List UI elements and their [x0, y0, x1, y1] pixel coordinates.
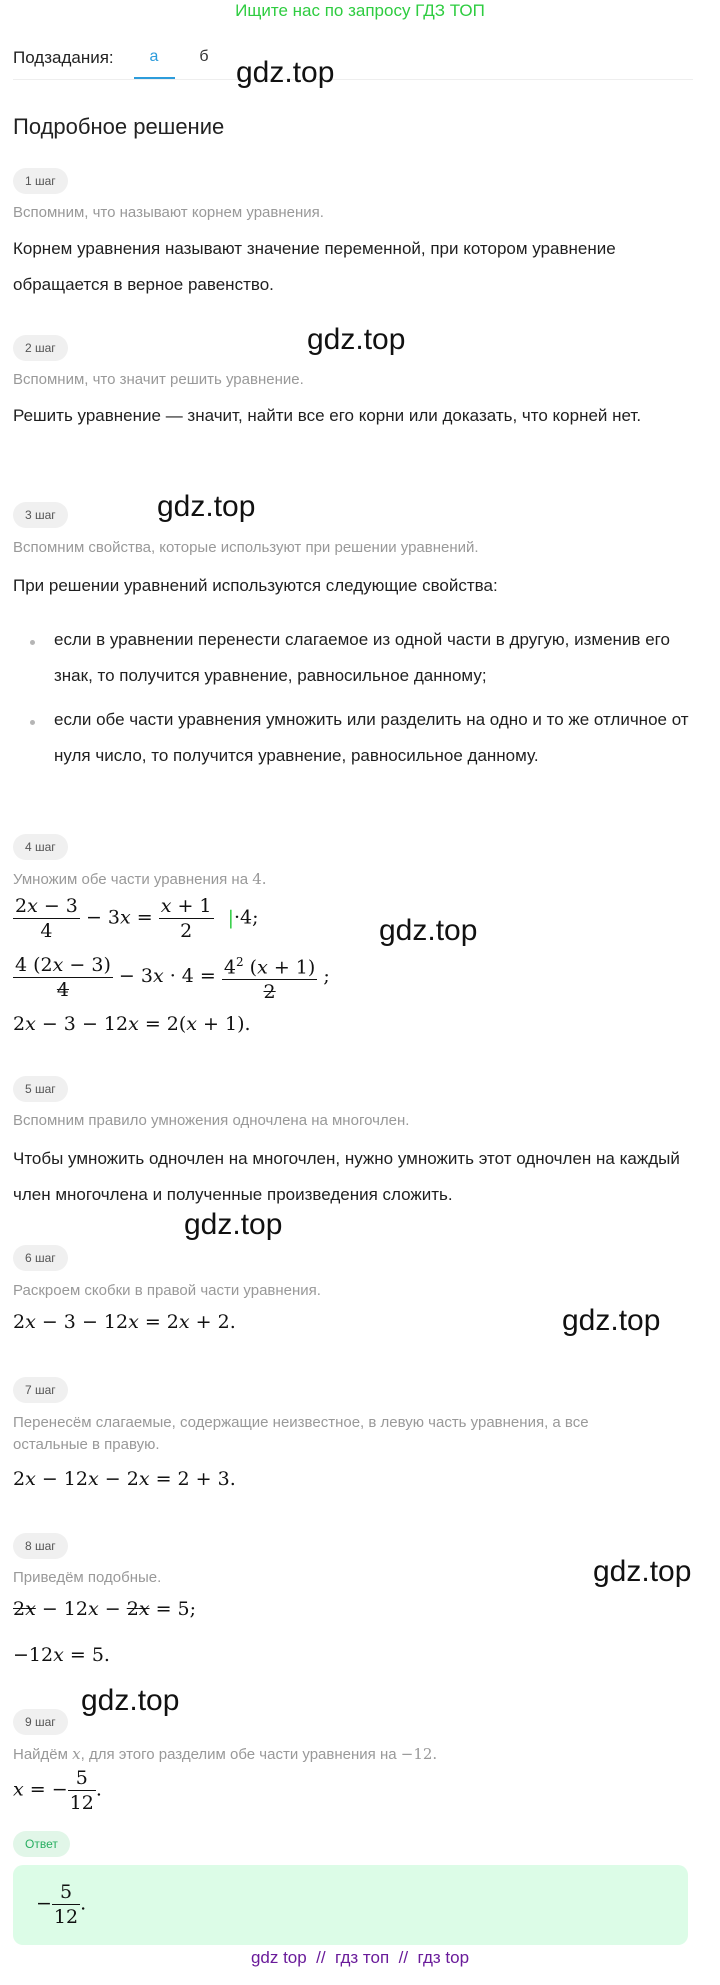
step-hint-number: 4. [252, 870, 267, 888]
step-badge: 9 шаг [13, 1709, 68, 1735]
step-hint-variable: x [72, 1745, 81, 1763]
section-title: Подробное решение [13, 114, 225, 139]
equation-line: 2x − 12x − 2x = 2 + 3. [13, 1468, 236, 1490]
footer-links[interactable]: gdz top // гдз топ // гдз top [250, 1948, 470, 1967]
answer-box [13, 1865, 688, 1945]
bullet-icon [30, 640, 35, 645]
step-hint-text: Найдём [13, 1746, 68, 1763]
step-badge: 4 шаг [13, 834, 68, 860]
step-hint: Вспомним свойства, которые используют при решении уравнений. [13, 539, 479, 556]
step-hint: Перенесём слагаемые, содержащие неизвестное, в левую часть уравнения, а все остальные в правую. [13, 1414, 589, 1453]
step-hint: Раскроем скобки в правой части уравнения. [13, 1282, 321, 1299]
equation-line: $\frac{2x - 3}{4}$ − 3x = $\frac{x + 1}{2}$ |·4; [15, 895, 259, 942]
bullet-item: если обе части уравнения умножить или разделить на одно и то же отличное от нуля число, то получится уравнение, равносильное данному. [54, 710, 689, 765]
step-badge: 6 шаг [13, 1245, 68, 1271]
tab-subtask-a[interactable]: а [149, 48, 159, 65]
step-badge: 7 шаг [13, 1377, 68, 1403]
watermark: gdz.top [157, 490, 256, 523]
equation-line: 2x − 3 − 12x = 2(x + 1). [13, 1013, 251, 1035]
step-badge: 2 шаг [13, 335, 68, 361]
step-hint-text: , для этого разделим обе части уравнения на [80, 1746, 397, 1763]
step-text: При решении уравнений используются следующие свойства: [13, 576, 498, 595]
subtasks-label: Подзадания: [13, 48, 114, 67]
step-hint: Вспомним правило умножения одночлена на многочлен. [13, 1112, 410, 1129]
watermark: gdz.top [593, 1555, 692, 1588]
watermark: gdz.top [81, 1684, 180, 1717]
step-text: Решить уравнение — значит, найти все его корни или доказать, что корней нет. [13, 406, 642, 425]
answer-badge: Ответ [13, 1831, 70, 1857]
tabs-divider [13, 79, 693, 80]
step-badge: 5 шаг [13, 1076, 68, 1102]
search-banner: Ищите нас по запросу ГДЗ ТОП [235, 1, 485, 20]
watermark: gdz.top [379, 914, 478, 947]
step-hint-number: −12. [400, 1745, 438, 1763]
tab-subtask-b[interactable]: б [199, 48, 209, 65]
step-text: Чтобы умножить одночлен на многочлен, нужно умножить этот одночлен на каждый член многочлена и полученные произведения сложить. [13, 1149, 680, 1204]
bullet-icon [30, 720, 35, 725]
watermark: gdz.top [307, 323, 406, 356]
equation-line: $\frac{4 (2x - 3)}{4}$ − 3x · 4 = $\frac{4^2 (x + 1)}{2}$ ; [13, 950, 330, 1004]
equation-line: 2x − 3 − 12x = 2x + 2. [13, 1311, 236, 1333]
bullet-item: если в уравнении перенести слагаемое из одной части в другую, изменив его знак, то получится уравнение, равносильное данному; [54, 630, 670, 685]
step-hint: Вспомним, что значит решить уравнение. [13, 371, 304, 388]
watermark: gdz.top [184, 1208, 283, 1241]
step-hint-text: Умножим обе части уравнения на [13, 871, 249, 888]
step-hint [13, 1743, 437, 1766]
step-badge: 3 шаг [13, 502, 68, 528]
answer-value: − $\frac{5}{12}$ . [36, 1881, 87, 1928]
step-hint [13, 868, 267, 891]
step-badge: 8 шаг [13, 1533, 68, 1559]
step-hint: Приведём подобные. [13, 1569, 162, 1586]
equation-line: x = − $\frac{5}{12}$ . [13, 1767, 102, 1814]
step-badge: 1 шаг [13, 168, 68, 194]
equation-line: −12x = 5. [13, 1644, 110, 1666]
watermark: gdz.top [236, 56, 335, 89]
watermark: gdz.top [562, 1304, 661, 1337]
step-hint: Вспомним, что называют корнем уравнения. [13, 204, 324, 221]
step-text: Корнем уравнения называют значение переменной, при котором уравнение обращается в верное равенство. [13, 239, 616, 294]
equation-line: 2x − 12x − 2x = 5; [13, 1598, 197, 1620]
